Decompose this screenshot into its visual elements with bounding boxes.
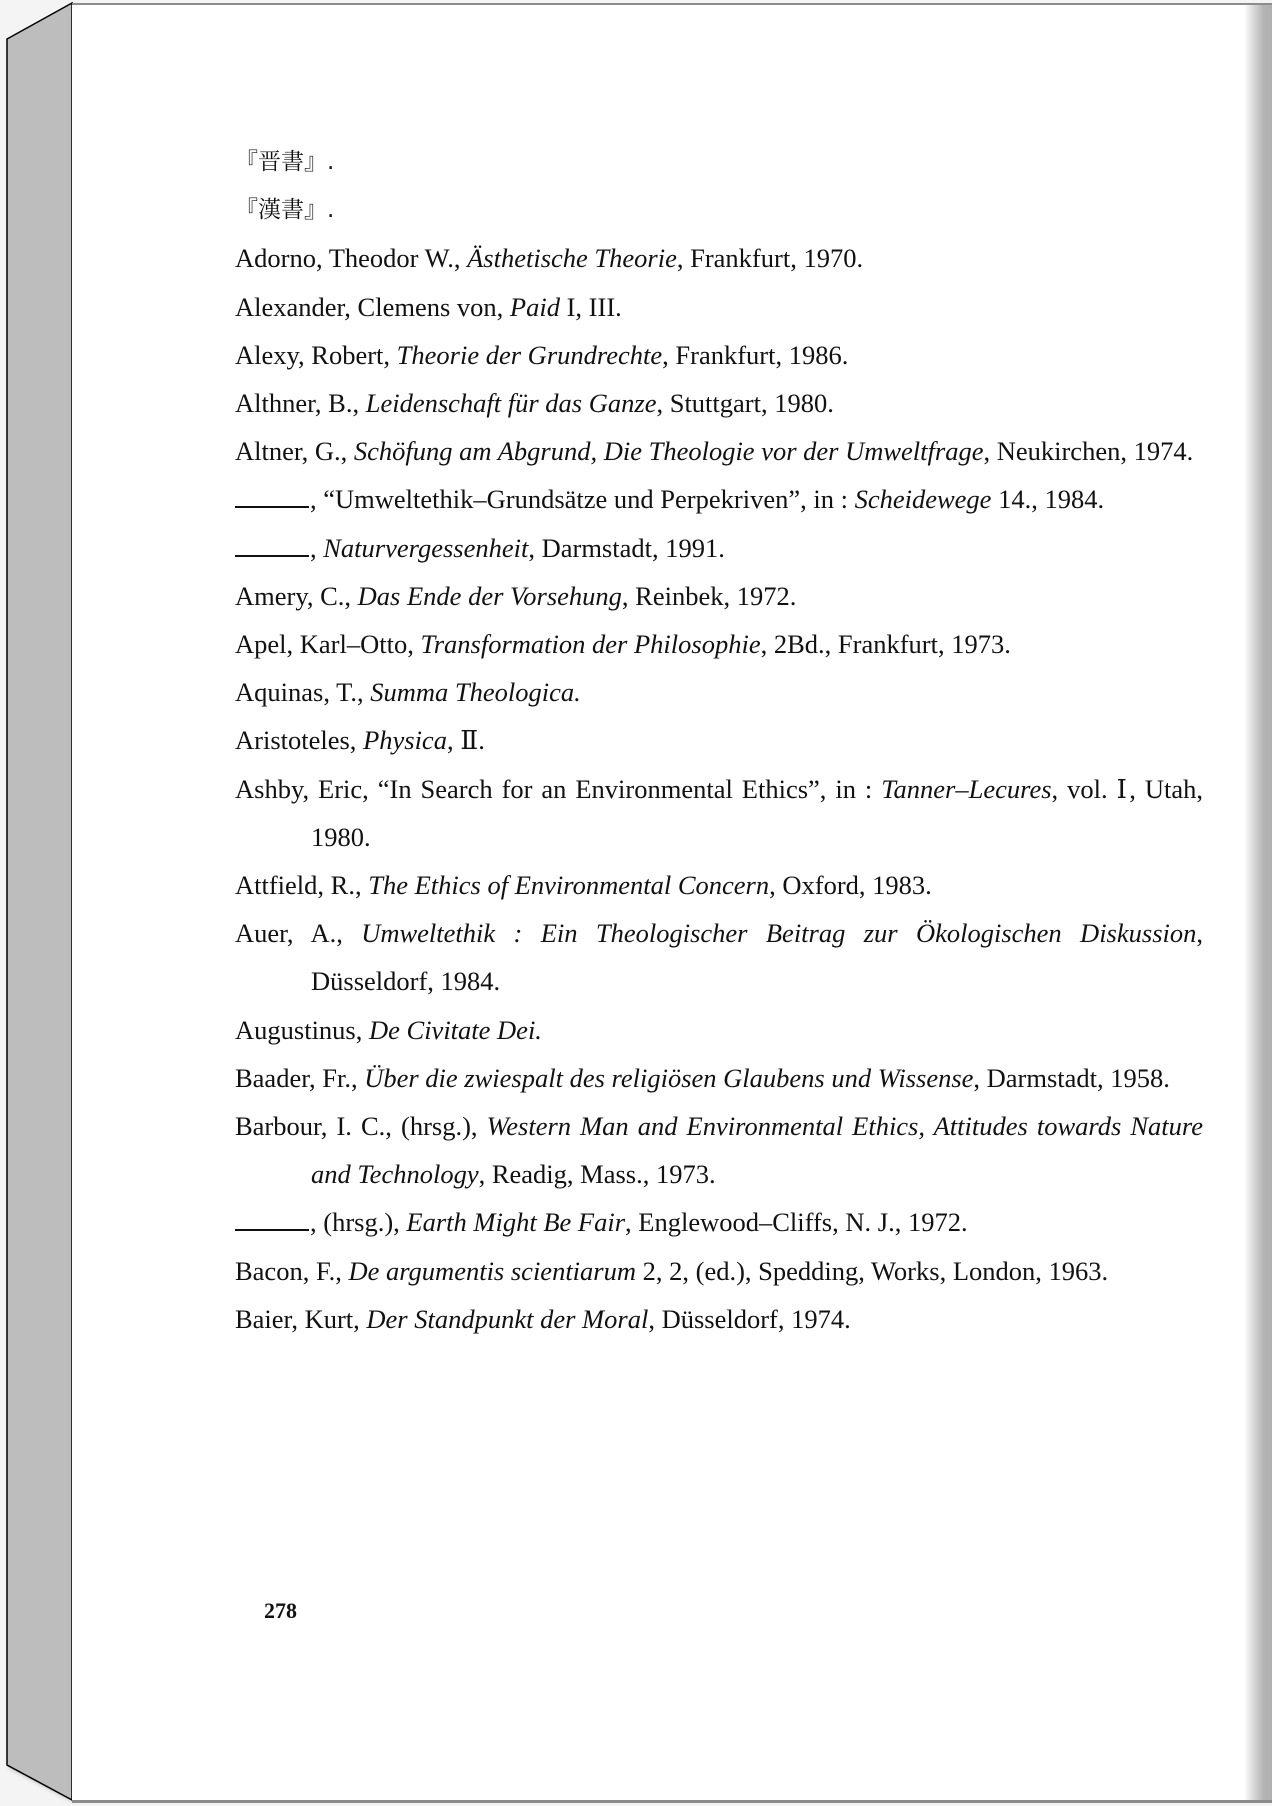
bibliography-entry	[235, 1198, 1203, 1246]
entry-title: Paid	[509, 291, 560, 322]
bibliography-entry	[235, 1054, 1203, 1102]
entry-text: , Reinbek, 1972.	[621, 580, 797, 611]
entry-text: , Oxford, 1983.	[769, 870, 932, 901]
entry-title: De Civitate Dei.	[369, 1014, 542, 1045]
bibliography-entry	[235, 716, 1203, 764]
entry-text: 『漢書』.	[235, 197, 335, 224]
entry-title: Transformation der Philosophie	[420, 629, 761, 660]
entry-text: Alexy, Robert,	[235, 339, 397, 370]
entry-text: , vol. Ⅰ, Utah, 1980.	[311, 773, 1203, 852]
entry-text: , Darmstadt, 1958.	[973, 1062, 1170, 1093]
entry-text: 14., 1984.	[991, 484, 1105, 515]
bibliography-entry	[235, 427, 1203, 475]
entry-text: Auer, A.,	[235, 918, 362, 949]
entry-text: Aristoteles,	[235, 725, 364, 756]
bibliography-entry	[235, 909, 1203, 1005]
entry-text: , “Umweltethik–Grundsätze und Perpekriven”, in :	[310, 484, 855, 515]
bibliography-list	[235, 138, 1203, 1343]
entry-text: Altner, G.,	[235, 436, 354, 467]
entry-text: , Düsseldorf, 1984.	[311, 918, 1203, 997]
page-edge-shadow	[1244, 5, 1272, 1800]
page-number: 278	[264, 1598, 297, 1623]
bibliography-entry	[235, 283, 1203, 331]
entry-title: Scheidewege	[854, 484, 992, 515]
entry-title: De argumentis scientiarum	[348, 1255, 636, 1286]
bibliography-entry	[235, 572, 1203, 620]
bibliography-entry	[235, 1295, 1203, 1343]
entry-text: ,	[310, 532, 324, 563]
bibliography-entry	[235, 620, 1203, 668]
entry-text: Apel, Karl–Otto,	[235, 629, 421, 660]
entry-text: , Frankfurt, 1986.	[662, 339, 849, 370]
entry-text: Augustinus,	[235, 1014, 369, 1045]
entry-text: Baader, Fr.,	[235, 1062, 365, 1093]
entry-title: Der Standpunkt der Moral	[366, 1303, 649, 1334]
entry-text: , Stuttgart, 1980.	[656, 388, 834, 419]
bibliography-entry	[235, 234, 1203, 282]
entry-text: I, III.	[559, 291, 622, 322]
entry-text: Aquinas, T.,	[235, 677, 371, 708]
entry-title: Summa Theologica.	[370, 677, 581, 708]
entry-text: Adorno, Theodor W.,	[235, 243, 468, 274]
entry-text: 『晋書』.	[235, 149, 335, 175]
bibliography-entry	[235, 765, 1203, 861]
entry-text: , Englewood–Cliffs, N. J., 1972.	[625, 1207, 968, 1238]
entry-text: Alexander, Clemens von,	[235, 291, 510, 322]
bibliography-entry	[235, 331, 1203, 379]
entry-text: , Darmstadt, 1991.	[528, 532, 725, 563]
bibliography-entry	[235, 1247, 1203, 1295]
entry-text: , (hrsg.),	[310, 1207, 407, 1238]
entry-title: Das Ende der Vorsehung	[357, 580, 622, 611]
bibliography-entry	[235, 668, 1203, 716]
book-spine	[0, 0, 80, 1806]
entry-text: , Frankfurt, 1970.	[676, 243, 864, 274]
entry-title: Naturvergessenheit	[323, 532, 529, 563]
entry-title: Ästhetische Theorie	[467, 243, 677, 274]
book-page	[72, 3, 1272, 1803]
entry-title: Theorie der Grundrechte	[396, 339, 663, 370]
entry-text: Barbour, I. C., (hrsg.),	[235, 1111, 487, 1142]
entry-text: , Düsseldorf, 1974.	[648, 1303, 851, 1334]
bibliography-entry	[235, 379, 1203, 427]
bibliography-entry	[235, 524, 1203, 572]
entry-title: Schöfung am Abgrund, Die Theologie vor der Umweltfrage	[353, 436, 984, 467]
repeat-author-dash	[235, 486, 309, 508]
bibliography-entry	[235, 186, 1203, 234]
entry-title: Umweltethik : Ein Theologischer Beitrag zur Ökologischen Diskussion	[361, 918, 1197, 949]
entry-text: Baier, Kurt,	[235, 1303, 367, 1334]
bibliography-entry	[235, 1006, 1203, 1054]
repeat-author-dash	[235, 1209, 309, 1231]
entry-text: 2, 2, (ed.), Spedding, Works, London, 1963.	[636, 1255, 1109, 1286]
entry-title: Tanner–Lecures	[881, 773, 1052, 804]
entry-title: The Ethics of Environmental Concern	[368, 870, 770, 901]
entry-text: Bacon, F.,	[235, 1255, 349, 1286]
entry-text: Amery, C.,	[235, 580, 358, 611]
entry-title: Western Man and Environmental Ethics, Attitudes towards Nature and Technology	[311, 1111, 1204, 1190]
bibliography-entry	[235, 861, 1203, 909]
repeat-author-dash	[235, 535, 309, 557]
entry-title: Über die zwiespalt des religiösen Glaubens und Wissense	[364, 1062, 974, 1093]
entry-title: Earth Might Be Fair	[406, 1207, 626, 1238]
bibliography-entry	[235, 475, 1203, 523]
entry-title: Leidenschaft für das Ganze	[365, 388, 657, 419]
entry-text: Ashby, Eric, “In Search for an Environmental Ethics”, in :	[235, 773, 882, 804]
entry-text: , Ⅱ.	[446, 725, 485, 756]
entry-text: Attfield, R.,	[235, 870, 369, 901]
entry-text: , 2Bd., Frankfurt, 1973.	[760, 629, 1011, 660]
entry-text: Althner, B.,	[235, 388, 366, 419]
entry-text: , Readig, Mass., 1973.	[478, 1159, 716, 1190]
bibliography-entry	[235, 1102, 1203, 1198]
entry-title: Physica	[363, 725, 447, 756]
bibliography-entry	[235, 138, 1203, 186]
entry-text: , Neukirchen, 1974.	[983, 436, 1194, 467]
